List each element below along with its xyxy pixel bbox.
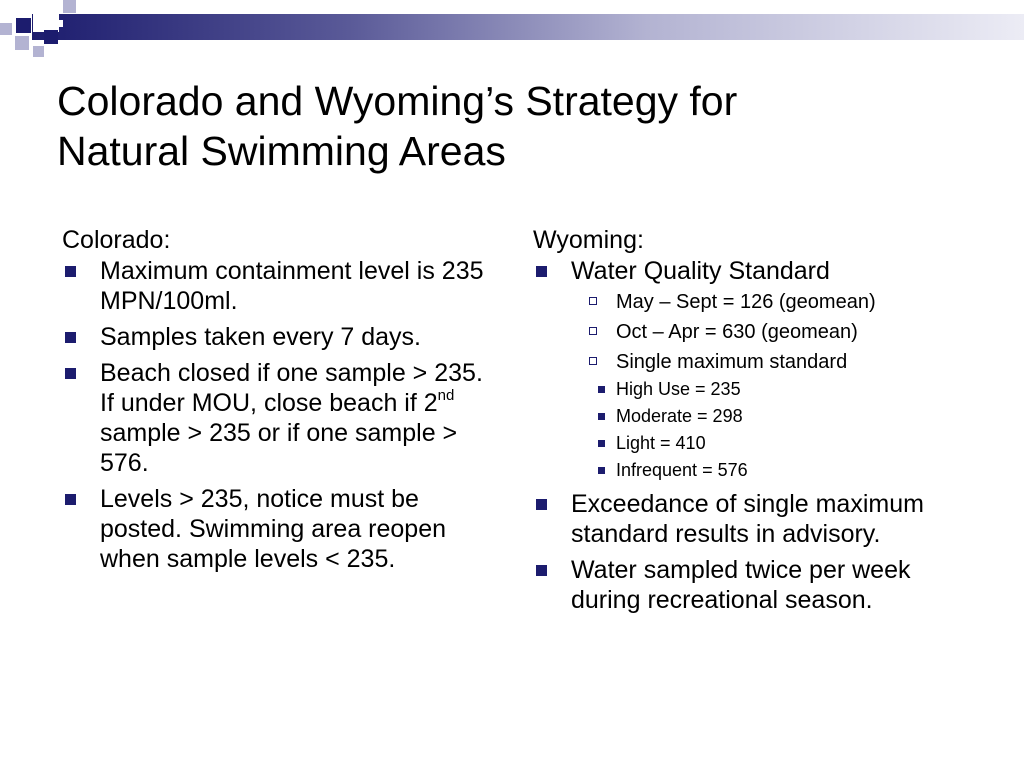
header-square-light [15,36,29,50]
header-square-navy [44,30,58,44]
sub-list-item [571,350,973,481]
sub-sub-bullet-list [571,379,973,481]
list-item [533,555,973,615]
square-bullet-icon [65,332,76,343]
sub-sub-list-item [571,379,973,400]
square-bullet-icon [65,494,76,505]
small-square-bullet-icon [598,440,605,447]
header-square-white [33,6,59,32]
colorado-bullet-list [62,256,502,574]
square-bullet-icon [536,266,547,277]
sub-list-item-text: Single maximum standard [616,351,848,373]
sub-bullet-list [571,290,973,481]
sub-list-item-text: Oct – Apr = 630 (geomean) [616,321,858,343]
header-square-light [63,0,76,13]
list-item-text: Water Quality Standard [571,257,830,285]
list-item [533,256,973,481]
sub-sub-list-item [571,406,973,427]
header-square-white [56,20,63,27]
sub-sub-list-item-text: High Use = 235 [616,379,741,399]
sub-list-item [571,320,973,344]
list-item-text: Exceedance of single maximum standard results in advisory. [571,490,924,548]
sub-sub-list-item [571,460,973,481]
header-square-light [33,46,44,57]
sub-sub-list-item-text: Infrequent = 576 [616,460,748,480]
sub-sub-list-item [571,433,973,454]
list-item [62,322,502,352]
sub-sub-list-item-text: Moderate = 298 [616,406,743,426]
hollow-square-bullet-icon [589,297,597,305]
colorado-heading: Colorado: [62,226,171,254]
header-square-light [0,23,12,35]
square-bullet-icon [65,368,76,379]
wyoming-bullet-list [533,256,973,615]
list-item [533,489,973,549]
list-item-text: Levels > 235, notice must be posted. Swimming area reopen when sample levels < 235. [100,485,447,573]
header-square-navy [16,18,31,33]
small-square-bullet-icon [598,467,605,474]
header-gradient-band [32,14,1024,40]
list-item-text: Samples taken every 7 days. [100,323,421,351]
list-item-text-before: Beach closed if one sample > 235. If under MOU, close beach if 2 [100,359,483,417]
small-square-bullet-icon [598,413,605,420]
slide-title-line-2: Natural Swimming Areas [57,128,506,174]
square-bullet-icon [536,565,547,576]
list-item-text-after: sample > 235 or if one sample > 576. [100,419,458,477]
sub-list-item [571,290,973,314]
hollow-square-bullet-icon [589,327,597,335]
ordinal-superscript: nd [437,386,455,404]
square-bullet-icon [536,499,547,510]
list-item [62,358,502,478]
list-item-text: Maximum containment level is 235 MPN/100ml. [100,257,484,315]
wyoming-column [533,225,973,621]
wyoming-heading: Wyoming: [533,226,644,254]
list-item [62,484,502,574]
sub-sub-list-item-text: Light = 410 [616,433,706,453]
sub-list-item-text: May – Sept = 126 (geomean) [616,291,876,313]
list-item [62,256,502,316]
hollow-square-bullet-icon [589,357,597,365]
list-item-text: Water sampled twice per week during recreational season. [571,556,911,614]
square-bullet-icon [65,266,76,277]
slide-title [57,76,977,176]
slide-title-line-1: Colorado and Wyoming’s Strategy for [57,78,738,124]
small-square-bullet-icon [598,386,605,393]
colorado-column [62,225,502,580]
